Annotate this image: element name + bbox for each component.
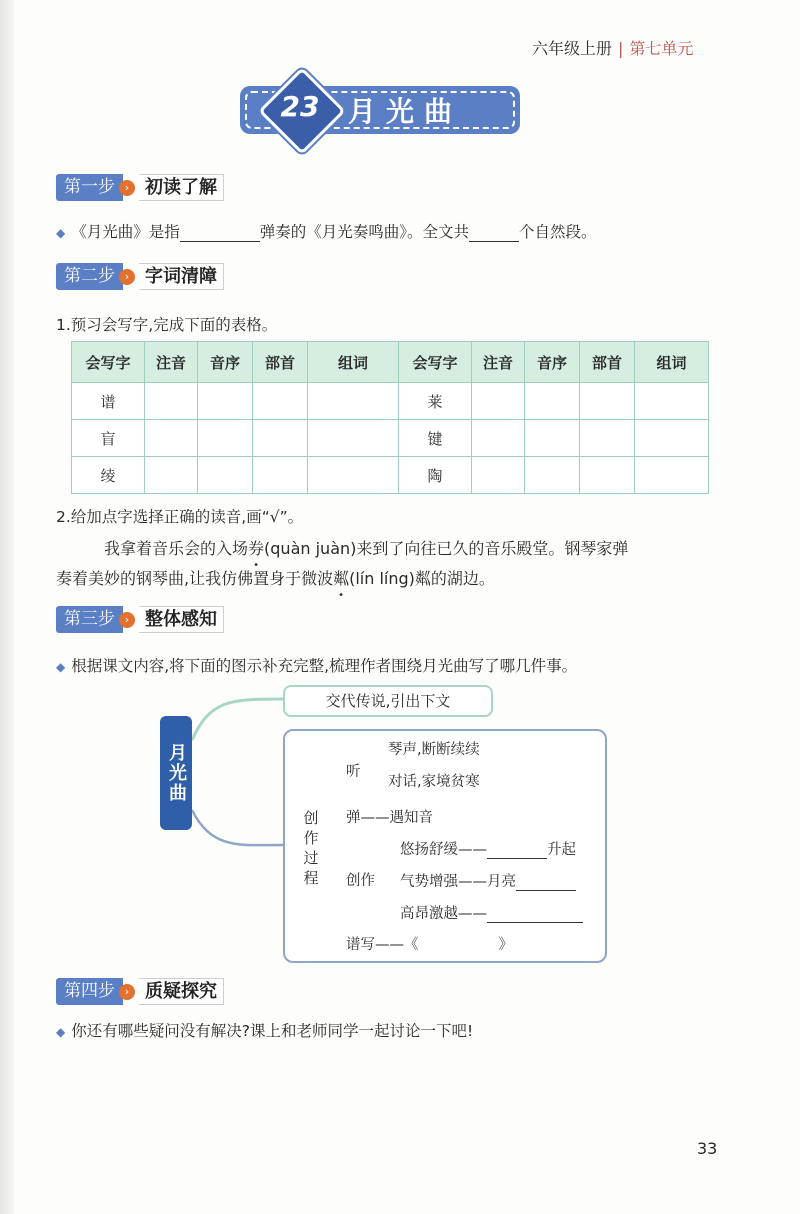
mindmap-root: 月光曲 bbox=[160, 716, 192, 830]
mindmap-process-label: 创作过程 bbox=[303, 809, 319, 887]
table-header: 注音 bbox=[145, 342, 198, 383]
table-cell-char: 盲 bbox=[72, 420, 145, 457]
page-number: 33 bbox=[697, 1139, 718, 1158]
table-header: 会写字 bbox=[72, 342, 145, 383]
table-header: 注音 bbox=[472, 342, 525, 383]
unit-label: 第七单元 bbox=[629, 39, 694, 58]
step1-name: 初读了解 bbox=[139, 174, 224, 201]
mindmap-node-legend: 交代传说,引出下文 bbox=[283, 685, 493, 717]
dotted-character: 粼 bbox=[333, 569, 350, 588]
mindmap-create-item: 气势增强——月亮 bbox=[400, 870, 576, 891]
chevron-right-icon: › bbox=[119, 180, 135, 196]
table-cell-char: 键 bbox=[399, 420, 472, 457]
step2-q2: 2.给加点字选择正确的读音,画“√”。 bbox=[56, 508, 304, 526]
mindmap-score: 谱写——《 》 bbox=[346, 937, 513, 953]
step2-name: 字词清障 bbox=[139, 263, 224, 290]
table-cell-char: 谱 bbox=[72, 383, 145, 420]
step2-paragraph-line2: 奏着美妙的钢琴曲,让我仿佛置身于微波粼(lín líng)粼的湖边。 bbox=[56, 569, 495, 588]
step1-tag: 第一步 bbox=[56, 174, 123, 201]
table-header: 会写字 bbox=[399, 342, 472, 383]
grade-label: 六年级上册 bbox=[532, 39, 613, 58]
diamond-bullet-icon: ◆ bbox=[56, 226, 66, 240]
mindmap-play: 弹——遇知音 bbox=[346, 810, 433, 826]
table-header: 部首 bbox=[253, 342, 308, 383]
step2-paragraph-line1: 我拿着音乐会的入场券(quàn juàn)来到了向往已久的音乐殿堂。钢琴家弹 bbox=[104, 539, 629, 558]
chevron-right-icon: › bbox=[119, 612, 135, 628]
lesson-title: 月光曲 bbox=[348, 95, 463, 128]
step2-tag: 第二步 bbox=[56, 263, 123, 290]
answer-blank[interactable] bbox=[487, 842, 547, 859]
step4-header bbox=[56, 978, 224, 1005]
table-header: 部首 bbox=[580, 342, 635, 383]
diamond-bullet-icon: ◆ bbox=[56, 660, 66, 674]
step4-prompt: ◆ 你还有哪些疑问没有解决?课上和老师同学一起讨论一下吧! bbox=[56, 1022, 474, 1040]
chevron-right-icon: › bbox=[119, 984, 135, 1000]
table-cell-char: 陶 bbox=[399, 457, 472, 494]
table-header: 组词 bbox=[635, 342, 709, 383]
mindmap-create: 创作 bbox=[346, 873, 375, 889]
step3-tag: 第三步 bbox=[56, 606, 123, 633]
header-separator: | bbox=[618, 39, 624, 58]
step3-name: 整体感知 bbox=[139, 606, 224, 633]
step4-name: 质疑探究 bbox=[139, 978, 224, 1005]
table-header: 音序 bbox=[525, 342, 580, 383]
table-header: 组词 bbox=[308, 342, 399, 383]
step3-instruction: ◆ 根据课文内容,将下面的图示补充完整,梳理作者围绕月光曲写了哪几件事。 bbox=[56, 657, 578, 675]
step2-q1: 1.预习会写字,完成下面的表格。 bbox=[56, 316, 278, 334]
lesson-number: 23 bbox=[280, 90, 320, 123]
table-header: 音序 bbox=[198, 342, 253, 383]
answer-blank[interactable] bbox=[516, 874, 576, 891]
chevron-right-icon: › bbox=[119, 269, 135, 285]
mindmap-listen-item: 琴声,断断续续 bbox=[388, 742, 480, 758]
dotted-character: 券 bbox=[248, 539, 265, 558]
diamond-bullet-icon: ◆ bbox=[56, 1025, 66, 1039]
table-cell-char: 绫 bbox=[72, 457, 145, 494]
mindmap-listen: 听 bbox=[346, 764, 361, 780]
mindmap-create-item: 悠扬舒缓—— 升起 bbox=[400, 842, 576, 858]
table-cell-char: 莱 bbox=[399, 383, 472, 420]
answer-blank[interactable] bbox=[487, 906, 583, 923]
step4-tag: 第四步 bbox=[56, 978, 123, 1005]
step1-question: ◆ 《月光曲》是指 弹奏的《月光奏鸣曲》。全文共 个自然段。 bbox=[56, 223, 597, 241]
mindmap-listen-item: 对话,家境贫寒 bbox=[388, 774, 480, 790]
mindmap-create-item: 高昂激越—— bbox=[400, 902, 583, 923]
